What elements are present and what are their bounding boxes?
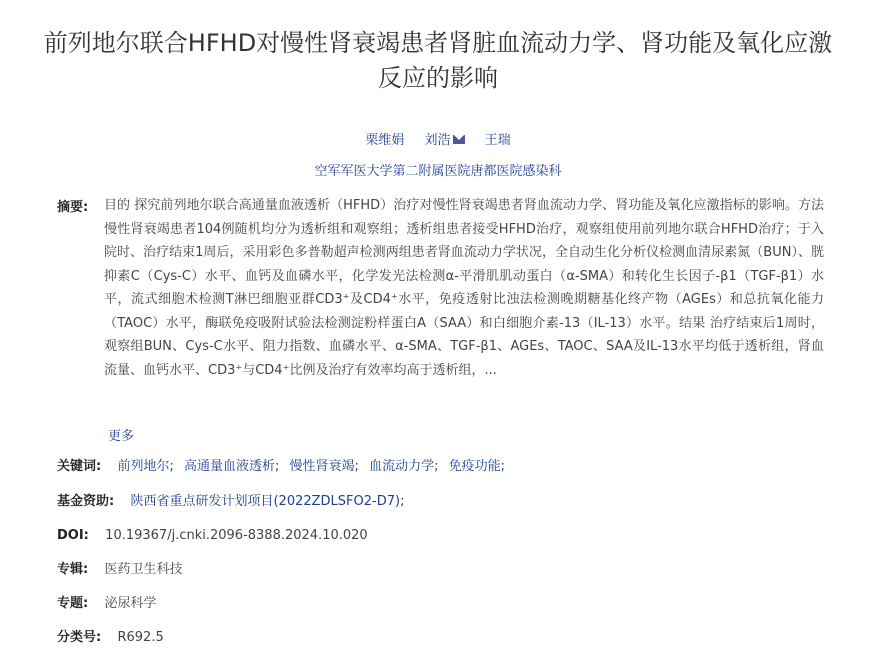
album-row	[57, 558, 183, 582]
abstract-label: 摘要:	[57, 200, 89, 215]
album-label: 专辑:	[57, 562, 89, 577]
author-link-corresponding[interactable]	[424, 133, 464, 148]
article-title: 前列地尔联合HFHD对慢性肾衰竭患者肾脏血流动力学、肾功能及氧化应激反应的影响	[43, 29, 833, 92]
fund-row	[57, 490, 410, 514]
doi-row	[57, 524, 368, 548]
fund-link[interactable]: 陕西省重点研发计划项目(2022ZDLSFO2-D7);	[130, 494, 405, 509]
author-link[interactable]: 栗维娟	[365, 133, 405, 148]
keywords-row	[57, 455, 511, 479]
abstract-text: 目的 探究前列地尔联合高通量血液透析（HFHD）治疗对慢性肾衰竭患者肾血流动力学、肾功能及氧化应激指标的影响。方法 慢性肾衰竭患者104例随机均分为透析组和观察组；透析组患者接受HFHD治疗，观察组使用前列地尔联合HFHD治疗；于入院时、治疗结束1周后，采用彩色多普勒超声检测两组患者肾血流动力学状况，全自动生化分析仪检测血清尿素氮（BUN）、胱抑素C（Cys-C）水平、血钙及血磷水平，化学发光法检测α-平滑肌肌动蛋白（α-SMA）和转化生长因子-β1（TGF-β1）水平，流式细胞术检测T淋巴细胞亚群CD3⁺及CD4⁺水平，免疫透射比浊法检测晚期糖基化终产物（AGEs）和总抗氧化能力（TAOC）水平，酶联免疫吸附试验法检测淀粉样蛋白A（SAA）和白细胞介素-13（IL-13）水平。结果 治疗结束后1周时，观察组BUN、Cys-C水平、阻力指数、血磷水平、α-SMA、TGF-β1、AGEs、TAOC、SAA及IL-13水平均低于透析组，肾血流量、血钙水平、CD3⁺与CD4⁺比例及治疗有效率均高于透析组，...	[104, 198, 824, 378]
mail-icon[interactable]	[453, 135, 465, 144]
topic-value: 泌尿科学	[104, 596, 157, 611]
keyword-link[interactable]: 血流动力学;	[369, 459, 439, 474]
classno-row	[57, 626, 164, 650]
doi-value: 10.19367/j.cnki.2096-8388.2024.10.020	[105, 528, 368, 543]
keywords-label: 关键词:	[57, 459, 102, 474]
more-link[interactable]: 更多	[108, 429, 135, 444]
affiliation-link[interactable]: 空军军医大学第二附属医院唐都医院感染科	[314, 164, 562, 179]
album-value: 医药卫生科技	[104, 562, 183, 577]
keyword-link[interactable]: 前列地尔;	[117, 459, 174, 474]
topic-label: 专题:	[57, 596, 89, 611]
doi-label: DOI:	[57, 528, 89, 543]
author-link[interactable]: 王瑞	[484, 133, 511, 148]
classno-label: 分类号:	[57, 630, 102, 645]
keyword-link[interactable]: 慢性肾衰竭;	[289, 459, 359, 474]
author-name: 刘浩	[424, 133, 451, 148]
topic-row	[57, 592, 157, 616]
author-list	[0, 129, 876, 148]
keyword-link[interactable]: 免疫功能;	[448, 459, 505, 474]
keyword-link[interactable]: 高通量血液透析;	[184, 459, 280, 474]
fund-label: 基金资助:	[57, 494, 115, 509]
classno-value: R692.5	[117, 630, 164, 645]
